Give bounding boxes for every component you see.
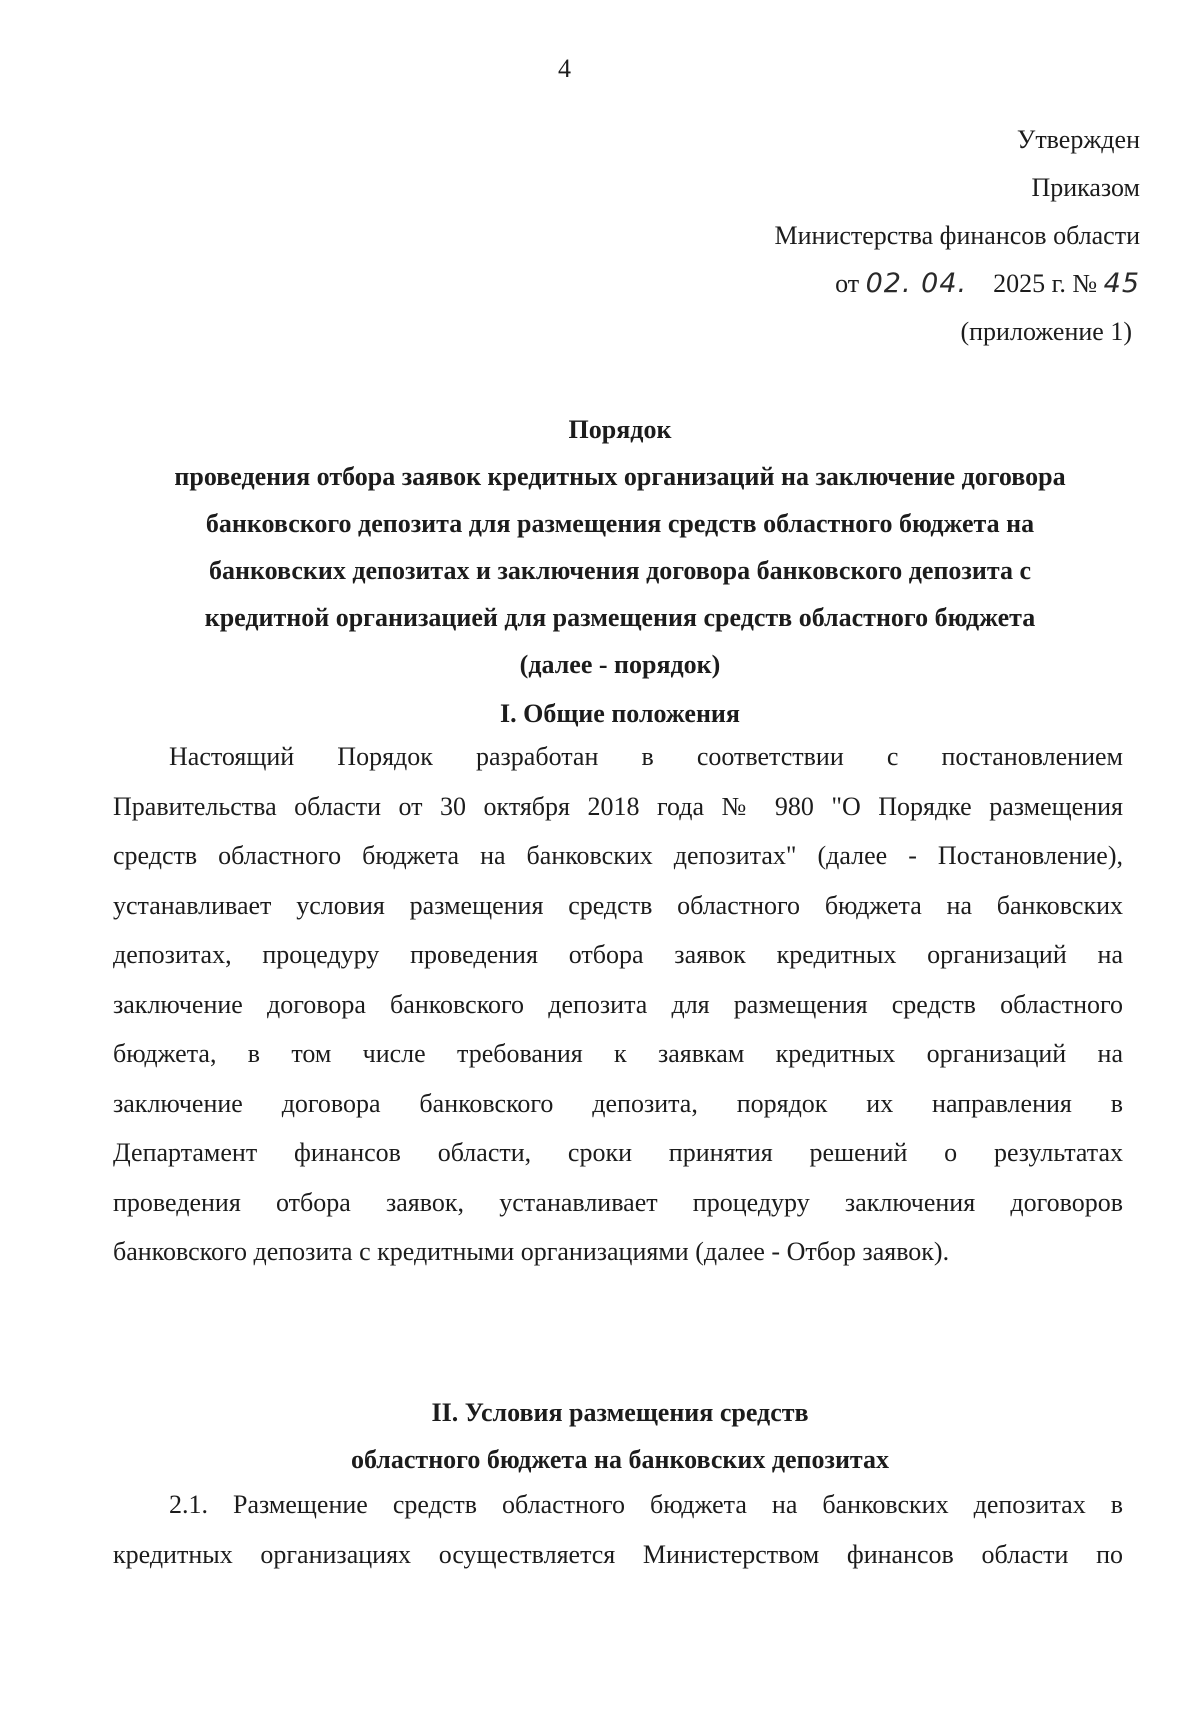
section-2-heading: II. Условия размещения средств — [431, 1398, 809, 1427]
title-line: (далее - порядок) — [519, 650, 721, 679]
paragraph-line: средств областного бюджета на банковских депозитах" (далее - Постановление), — [113, 841, 1123, 870]
section-2-paragraph — [113, 1480, 1123, 1579]
title-line: банковских депозитах и заключения договора банковского депозита с — [208, 556, 1031, 585]
title-line: кредитной организацией для размещения средств областного бюджета — [204, 603, 1036, 632]
section-1-paragraph — [113, 732, 1123, 1277]
paragraph-line: заключение договора банковского депозита для размещения средств областного — [113, 989, 1123, 1019]
paragraph-line: банковского депозита с кредитными организациями (далее - Отбор заявок). — [113, 1237, 950, 1266]
paragraph-line: бюджета, в том числе требования к заявкам кредитных организаций на — [113, 1039, 1123, 1068]
section-1-heading: I. Общие положения — [500, 699, 740, 728]
paragraph-line: Департамент финансов области, сроки принятия решений о результатах — [113, 1138, 1123, 1167]
title-line: проведения отбора заявок кредитных организаций на заключение договора — [174, 462, 1066, 491]
title-heading: Порядок — [568, 415, 672, 444]
date-prefix: от — [835, 269, 860, 298]
paragraph-line: Правительства области от 30 октября 2018 года № 980 "О Порядке размещения — [113, 791, 1123, 821]
handwritten-date: 02. 04. — [865, 268, 968, 299]
page-number: 4 — [558, 54, 571, 83]
paragraph-line: депозитах, процедуру проведения отбора заявок кредитных организаций на — [113, 940, 1123, 969]
date-year: 2025 г. № — [993, 269, 1098, 298]
title-line: банковского депозита для размещения средств областного бюджета на — [205, 509, 1035, 538]
paragraph-line: Настоящий Порядок разработан в соответствии с постановлением — [169, 742, 1123, 771]
paragraph-line: устанавливает условия размещения средств областного бюджета на банковских — [113, 890, 1123, 920]
approval-stamp-block — [774, 116, 1140, 356]
approval-line-ministry: Министерства финансов области — [774, 221, 1140, 250]
handwritten-number: 45 — [1103, 268, 1140, 299]
approval-line-order: Приказом — [1031, 173, 1140, 202]
paragraph-line: кредитных организациях осуществляется Министерством финансов области по — [113, 1539, 1123, 1569]
paragraph-line: 2.1. Размещение средств областного бюджета на банковских депозитах в — [169, 1490, 1123, 1519]
approval-line-approved: Утвержден — [1016, 125, 1140, 154]
paragraph-line: заключение договора банковского депозита, порядок их направления в — [113, 1088, 1123, 1118]
approval-line-appendix: (приложение 1) — [960, 317, 1132, 346]
section-2-heading-continued: областного бюджета на банковских депозитах — [350, 1445, 890, 1474]
document-title — [100, 406, 1140, 688]
paragraph-line: проведения отбора заявок, устанавливает процедуру заключения договоров — [113, 1187, 1123, 1217]
approval-line-date — [774, 260, 1140, 308]
